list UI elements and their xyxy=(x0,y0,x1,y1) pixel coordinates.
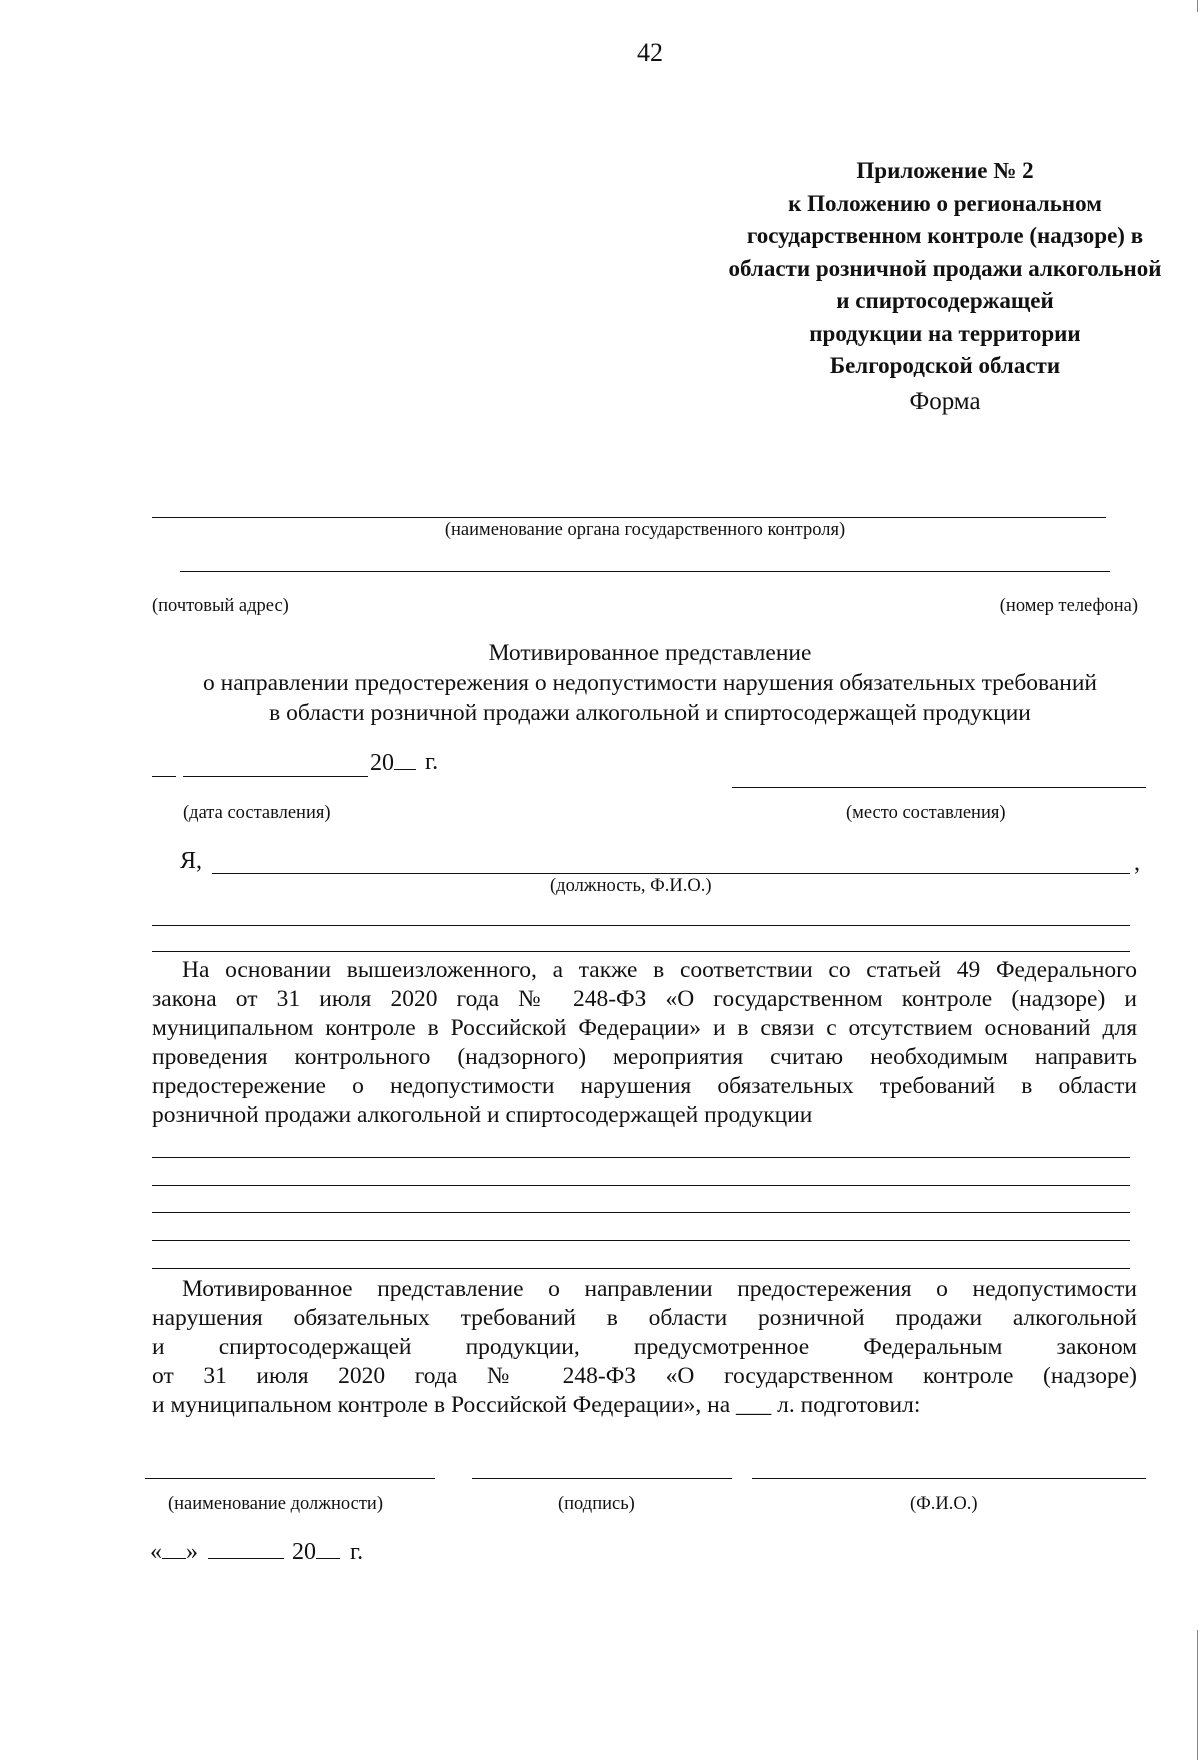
paragraph-line: закона от 31 июля 2020 года № 248-ФЗ «О государственном контроле (надзоре) и xyxy=(152,986,1137,1012)
paragraph-line: Мотивированное представление о направлении предостережения о недопустимости xyxy=(182,1276,1137,1302)
document-title-line: в области розничной продажи алкогольной и спиртосодержащей продукции xyxy=(269,700,1031,726)
organ-name-line xyxy=(152,517,1106,518)
form-label: Форма xyxy=(909,388,981,415)
postal-caption: (почтовый адрес) xyxy=(152,596,289,616)
fio-line xyxy=(752,1478,1146,1479)
page-number: 42 xyxy=(637,38,663,67)
header-line: и спиртосодержащей xyxy=(836,288,1054,313)
paragraph-line: и муниципальном контроле в Российской Федерации», на ___ л. подготовил: xyxy=(152,1392,921,1418)
header-line: к Положению о региональном xyxy=(788,190,1102,216)
paragraph-line: предостережение о недопустимости нарушения обязательных требований в области xyxy=(152,1073,1137,1099)
paragraph-line: и спиртосодержащей продукции, предусмотренное Федеральным законом xyxy=(152,1334,1137,1360)
organ-caption: (наименование органа государственного контроля) xyxy=(444,520,846,540)
scan-edge-mark xyxy=(1197,1630,1198,1760)
document-title: Мотивированное представление xyxy=(488,640,812,666)
place-caption: (место составления) xyxy=(846,803,1006,823)
position-caption: (должность, Ф.И.О.) xyxy=(550,876,712,896)
blank-line xyxy=(152,1240,1130,1241)
address-line xyxy=(180,571,1110,572)
ya-label: Я, xyxy=(180,848,203,874)
position-name-line xyxy=(212,873,1130,874)
header-line: Приложение № 2 xyxy=(856,158,1034,183)
blank-line xyxy=(152,1268,1130,1269)
fio-caption: (Ф.И.О.) xyxy=(910,1494,978,1514)
signature-caption: (подпись) xyxy=(558,1494,635,1514)
year-field: 20 xyxy=(370,749,416,777)
header-line: Белгородской области xyxy=(829,353,1061,378)
year-suffix: г. xyxy=(425,749,439,775)
header-line: продукции на территории xyxy=(809,320,1081,346)
header-line: области розничной продажи алкогольной xyxy=(728,255,1162,281)
blank-line xyxy=(152,1185,1130,1186)
ya-comma: , xyxy=(1134,850,1140,876)
blank-line xyxy=(152,1212,1130,1213)
scan-edge-mark xyxy=(1197,0,1198,12)
paragraph-line: На основании вышеизложенного, а также в соответствии со статьей 49 Федерального xyxy=(182,957,1137,983)
position-title-caption: (наименование должности) xyxy=(168,1494,383,1514)
day-blank-line xyxy=(152,776,176,777)
phone-caption: (номер телефона) xyxy=(999,596,1138,616)
position-title-line xyxy=(145,1478,435,1479)
paragraph-line: проведения контрольного (надзорного) мероприятия считаю необходимым направить xyxy=(152,1044,1137,1070)
paragraph-basis xyxy=(152,956,1137,1130)
paragraph-line: муниципальном контроле в Российской Федерации» и в связи с отсутствием оснований для xyxy=(152,1015,1137,1041)
blank-line xyxy=(152,1157,1130,1158)
date-caption: (дата составления) xyxy=(183,803,331,823)
blank-line xyxy=(152,951,1130,952)
month-blank-line xyxy=(183,776,368,777)
place-blank-line xyxy=(732,787,1146,788)
header-line: государственном контроле (надзоре) в xyxy=(746,223,1144,248)
blank-line xyxy=(152,925,1130,926)
signature-line xyxy=(472,1478,732,1479)
paragraph-line: нарушения обязательных требований в области розничной продажи алкогольной xyxy=(152,1305,1137,1331)
appendix-header xyxy=(700,155,1190,383)
paragraph-prepared xyxy=(152,1275,1137,1420)
final-date: « » 20 г. xyxy=(150,1539,364,1565)
paragraph-line: от 31 июля 2020 года № 248-ФЗ «О государственном контроле (надзоре) xyxy=(152,1363,1137,1389)
paragraph-line: розничной продажи алкогольной и спиртосодержащей продукции xyxy=(152,1102,813,1128)
document-title-line: о направлении предостережения о недопустимости нарушения обязательных требований xyxy=(203,670,1097,696)
